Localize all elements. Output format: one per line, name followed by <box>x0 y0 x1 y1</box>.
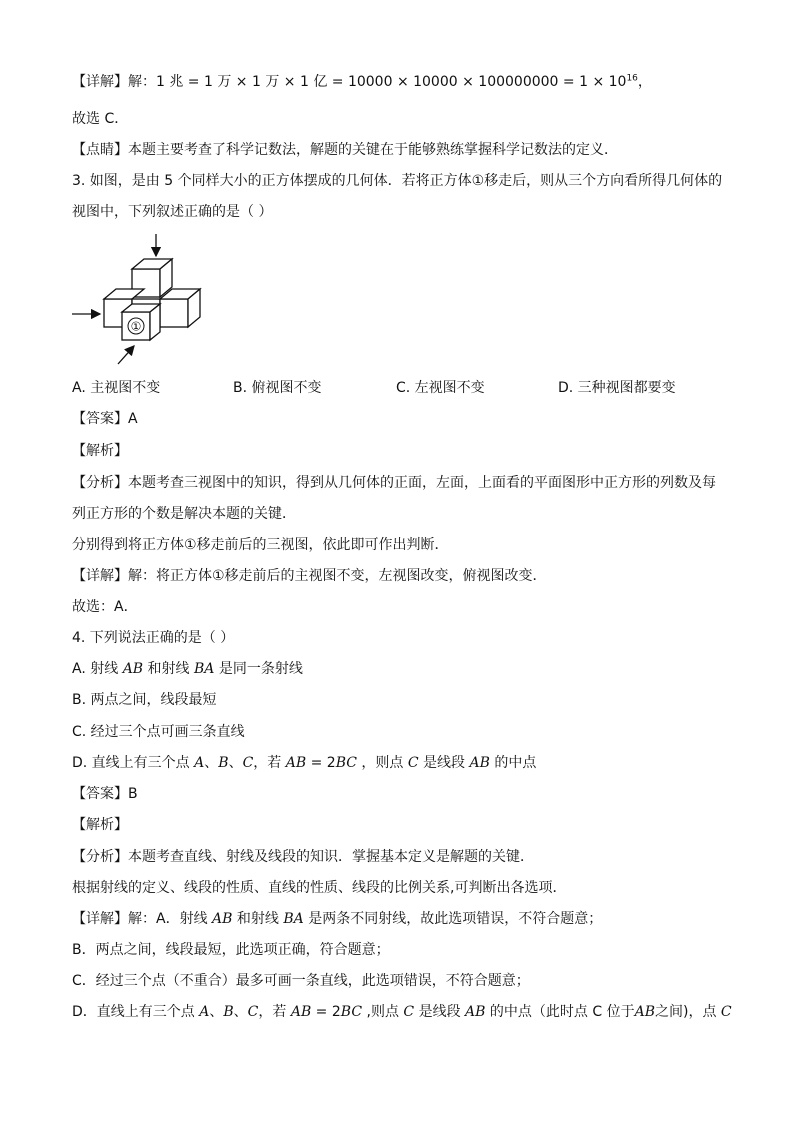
text: 是两条不同射线，故此选项错误，不符合题意； <box>303 911 603 927</box>
q4-analyze-line2: 根据射线的定义、线段的性质、直线的性质、线段的比例关系,可判断出各选项． <box>72 880 567 896</box>
arrow-front <box>118 346 134 364</box>
q3-detail-line <box>72 566 734 586</box>
answer-value: B <box>128 786 138 802</box>
math-var: AB <box>634 1004 655 1020</box>
detail-prefix: 解： <box>128 74 156 90</box>
text: 、 <box>233 1004 248 1020</box>
math-var: AB <box>469 755 490 771</box>
q2-detail-line <box>72 72 734 92</box>
text: 、 <box>204 755 219 771</box>
answer-label: 【答案】 <box>72 411 128 427</box>
text: 和射线 <box>143 661 194 677</box>
cube-1-label: ① <box>130 319 142 334</box>
math-var: C <box>720 1004 732 1020</box>
math-var: AB <box>285 755 307 771</box>
answer-value: A <box>128 411 138 427</box>
q4-answer-line <box>72 784 734 804</box>
q2-choose: 故选 C． <box>72 111 129 127</box>
q4-detail-a <box>72 909 734 929</box>
analyze-label: 【分析】 <box>72 849 128 865</box>
q4-option-a <box>72 659 734 679</box>
math-var: C <box>403 1004 415 1020</box>
text: 的中点（此时点 C 位于 <box>485 1004 635 1020</box>
analyze-label: 【分析】 <box>72 475 128 491</box>
q3-analysis-label: 【解析】 <box>72 443 128 459</box>
q4-analyze-line1 <box>72 847 734 867</box>
q3-option-d: D. 三种视图都要变 <box>558 380 676 396</box>
math-var: C <box>242 755 254 771</box>
math-var: AB <box>290 1004 312 1020</box>
math-var: AB <box>212 911 233 927</box>
detail-label: 【详解】 <box>72 568 128 584</box>
q4-option-c: C. 经过三个点可画三条直线 <box>72 724 245 740</box>
text: = 2 <box>311 1004 341 1020</box>
math-var: A <box>199 1004 210 1020</box>
text: 之间)，点 <box>654 1004 721 1020</box>
q3-stem-line2: 视图中，下列叙述正确的是（ ） <box>72 204 273 220</box>
math-var: B <box>223 1004 234 1020</box>
q3-option-b: B. 俯视图不变 <box>233 380 322 396</box>
math-var: BC <box>340 1004 363 1020</box>
q4-stem: 4. 下列说法正确的是（ ） <box>72 630 235 646</box>
q2-comment-line <box>72 140 734 160</box>
text: D．直线上有三个点 <box>72 1004 200 1020</box>
analyze-text: 本题考查三视图中的知识，得到从几何体的正面，左面，上面看的平面图形中正方形的列数及每 <box>128 475 716 491</box>
math-var: AB <box>465 1004 486 1020</box>
math-var: A <box>194 755 205 771</box>
q3-analyze-line1 <box>72 473 734 493</box>
detail-equation: 1 兆 = 1 万 × 1 万 × 1 亿 = 10000 × 10000 × 100000000 = 1 × 10 <box>156 74 627 90</box>
q4-analysis-label: 【解析】 <box>72 817 128 833</box>
math-var: BA <box>194 661 215 677</box>
math-var: BC <box>335 755 357 771</box>
cubes <box>104 259 200 340</box>
comment-label: 【点睛】 <box>72 142 128 158</box>
math-var: AB <box>122 661 144 677</box>
q4-option-d <box>72 753 734 773</box>
math-var: C <box>247 1004 259 1020</box>
q3-analyze-line3: 分别得到将正方体①移走前后的三视图，依此即可作出判断． <box>72 537 449 553</box>
text: 是线段 <box>418 755 470 771</box>
text: 和射线 <box>232 911 284 927</box>
text: 的中点 <box>489 755 537 771</box>
q4-option-b: B. 两点之间，线段最短 <box>72 692 217 708</box>
text: 是线段 <box>414 1004 466 1020</box>
detail-label: 【详解】 <box>72 74 128 90</box>
text: ，则点 <box>356 755 408 771</box>
q3-analyze-line2: 列正方形的个数是解决本题的关键． <box>72 506 296 522</box>
text: 、 <box>209 1004 224 1020</box>
answer-label: 【答案】 <box>72 786 128 802</box>
detail-label: 【详解】 <box>72 911 128 927</box>
text: ，若 <box>253 755 286 771</box>
q3-stem-line1: 3. 如图，是由 5 个同样大小的正方体摆成的几何体．若将正方体①移走后，则从三个方向看所得几何体的 <box>72 173 723 189</box>
math-var: B <box>218 755 229 771</box>
math-var: C <box>407 755 419 771</box>
q4-detail-b: B．两点之间，线段最短，此选项正确，符合题意； <box>72 942 390 958</box>
detail-end: ， <box>637 74 652 90</box>
comment-text: 本题主要考查了科学记数法，解题的关键在于能够熟练掌握科学记数法的定义． <box>128 142 618 158</box>
text: 、 <box>228 755 243 771</box>
q3-choose: 故选：A． <box>72 599 138 615</box>
cube-figure <box>66 230 216 370</box>
analyze-text: 本题考查直线、射线及线段的知识．掌握基本定义是解题的关键． <box>128 849 534 865</box>
text: A. 射线 <box>72 661 123 677</box>
q3-option-a: A. 主视图不变 <box>72 380 161 396</box>
q3-answer-line <box>72 409 734 429</box>
q4-detail-c: C．经过三个点（不重合）最多可画一条直线，此选项错误，不符合题意； <box>72 973 530 989</box>
math-var: BA <box>283 911 304 927</box>
exponent: 16 <box>626 73 638 84</box>
text: D. 直线上有三个点 <box>72 755 195 771</box>
detail-text: 解：将正方体①移走前后的主视图不变，左视图改变，俯视图改变． <box>128 568 547 584</box>
q4-detail-d <box>72 1002 734 1022</box>
text: = 2 <box>306 755 336 771</box>
text: 解：A．射线 <box>128 911 213 927</box>
text: ,则点 <box>362 1004 404 1020</box>
q3-option-c: C. 左视图不变 <box>396 380 485 396</box>
text: ，若 <box>258 1004 291 1020</box>
text: 是同一条射线 <box>214 661 303 677</box>
